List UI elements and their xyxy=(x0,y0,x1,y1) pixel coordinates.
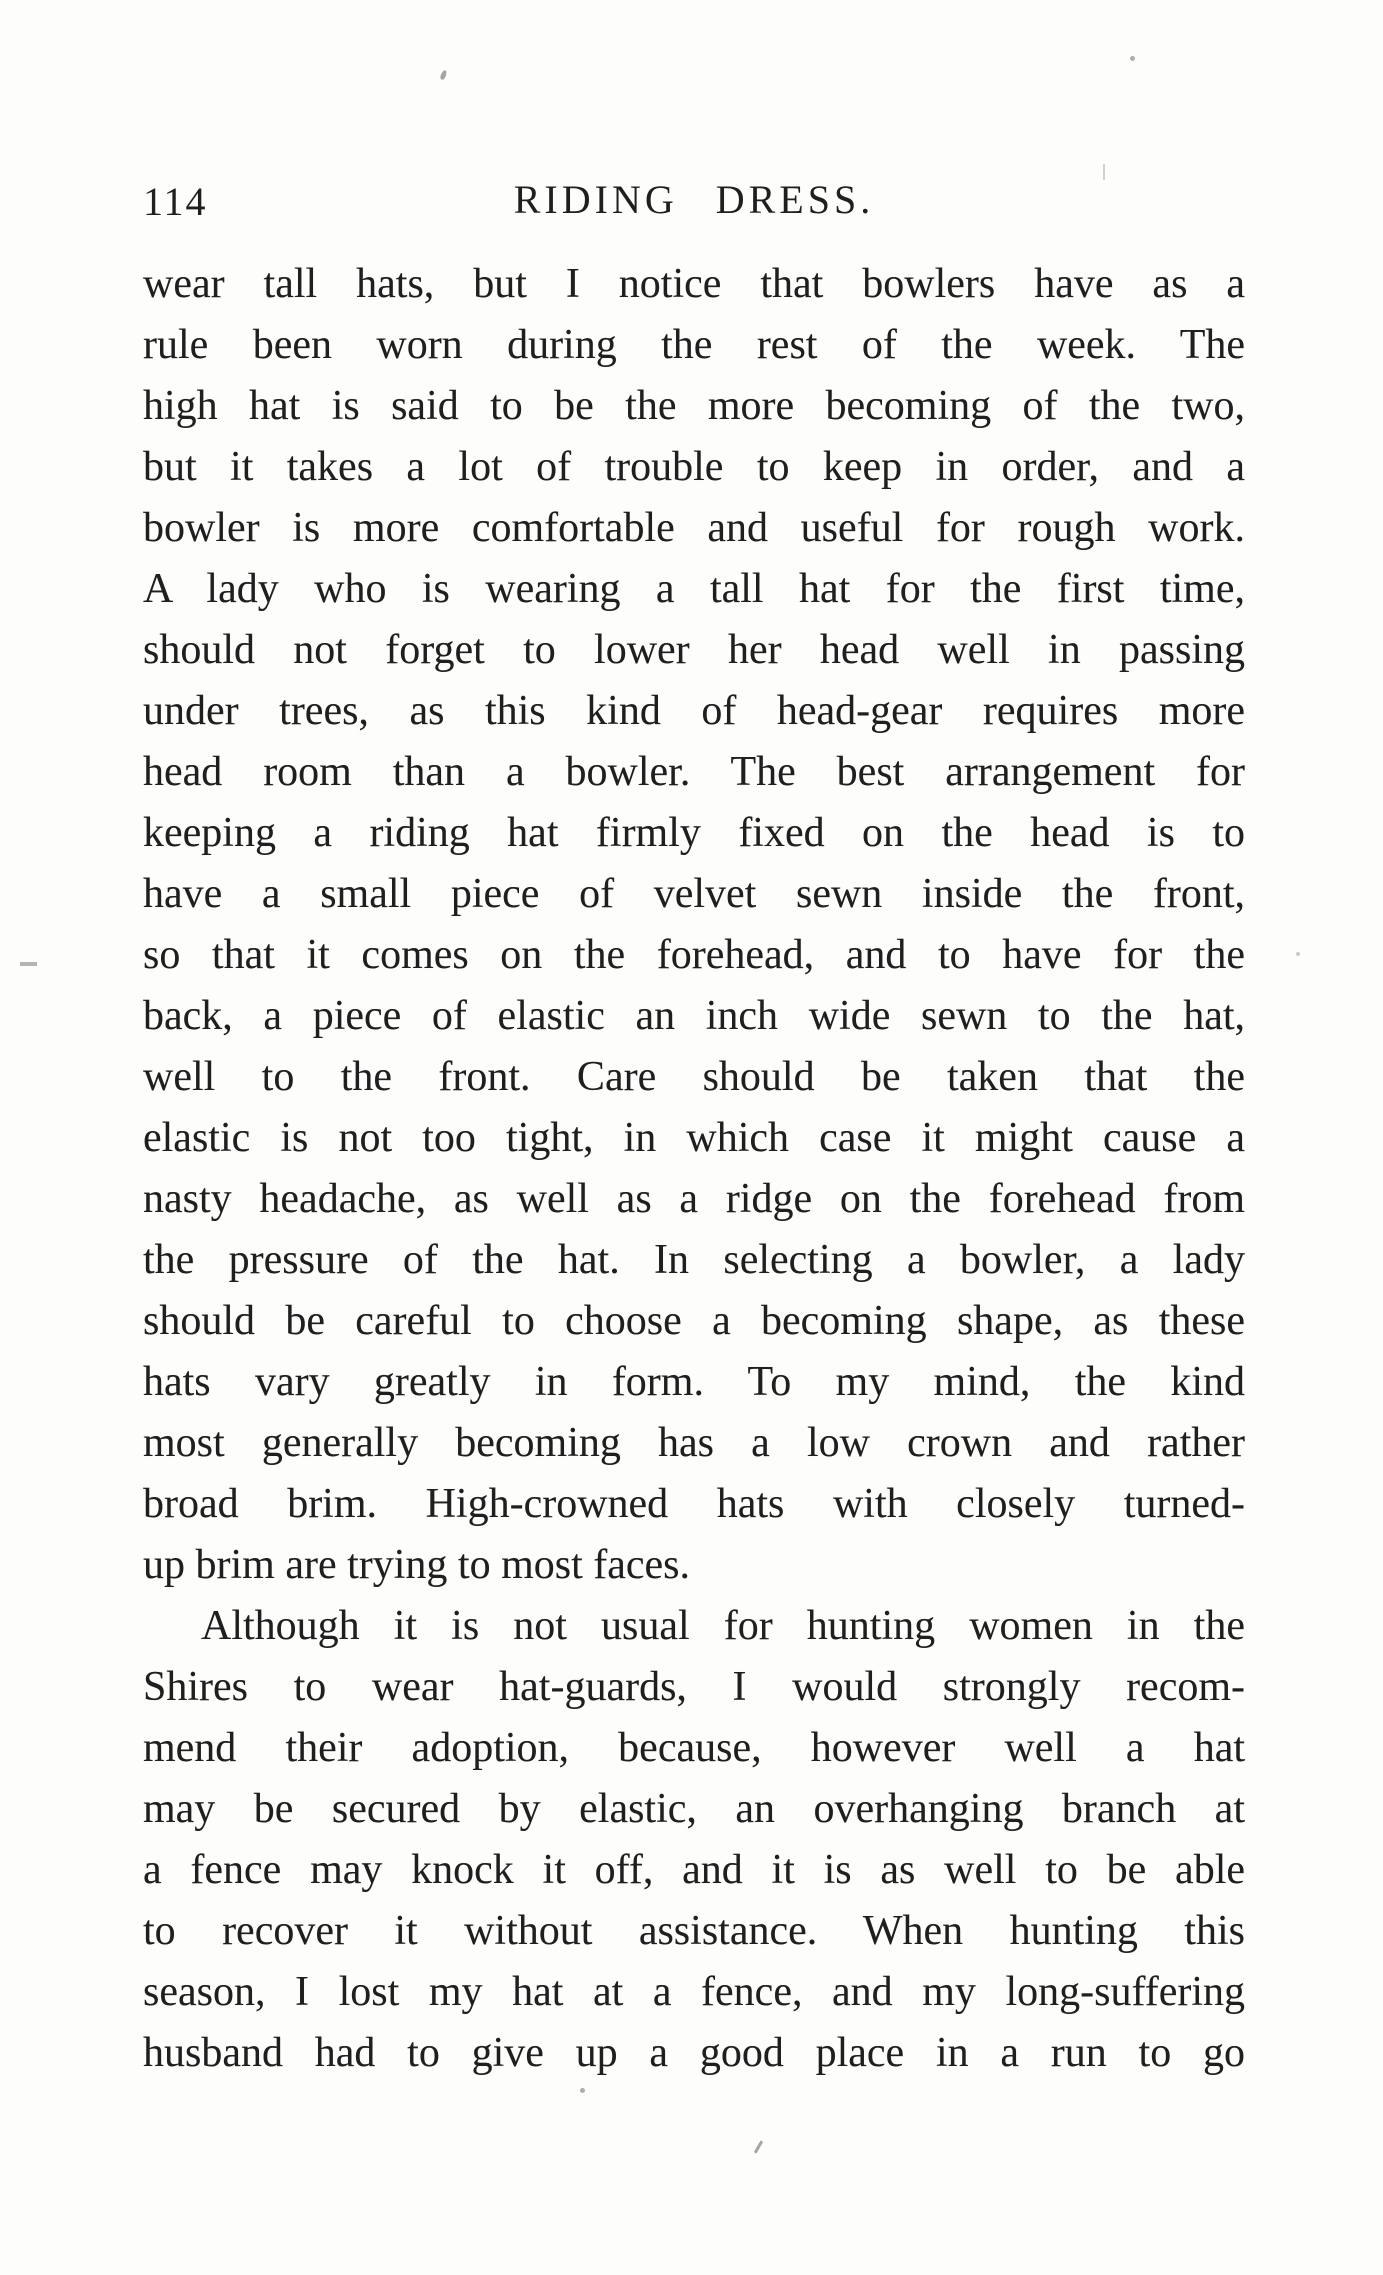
text-line: under trees, as this kind of head-gear requires more xyxy=(143,688,1245,734)
text-line: season, I lost my hat at a fence, and my long-suffering xyxy=(143,1969,1245,2015)
text-line: back, a piece of elastic an inch wide sewn to the hat, xyxy=(143,993,1245,1039)
text-line: most generally becoming has a low crown and rather xyxy=(143,1420,1245,1466)
text-line: well to the front. Care should be taken that the xyxy=(143,1054,1245,1100)
scan-artifact-tick-bottom xyxy=(754,2140,764,2154)
text-line: nasty headache, as well as a ridge on the forehead from xyxy=(143,1176,1245,1222)
page-header xyxy=(143,176,1245,232)
text-line: high hat is said to be the more becoming of the two, xyxy=(143,383,1245,429)
page-body xyxy=(143,254,1245,2084)
scan-artifact-tick-top xyxy=(439,69,447,80)
text-line: A lady who is wearing a tall hat for the first time, xyxy=(143,566,1245,612)
text-line: to recover it without assistance. When hunting this xyxy=(143,1908,1245,1954)
text-line: the pressure of the hat. In selecting a bowler, a lady xyxy=(143,1237,1245,1283)
scan-artifact-dot-top-right xyxy=(1130,56,1135,61)
scan-artifact-line-top-right xyxy=(1103,164,1105,180)
text-line: keeping a riding hat firmly fixed on the head is to xyxy=(143,810,1245,856)
scan-artifact-dash-left xyxy=(20,962,37,966)
running-head: RIDING DRESS. xyxy=(513,177,875,222)
paragraph xyxy=(143,254,1245,1596)
text-line: may be secured by elastic, an overhanging branch at xyxy=(143,1786,1245,1832)
text-line: Although it is not usual for hunting women in the xyxy=(201,1603,1245,1649)
text-line: but it takes a lot of trouble to keep in order, and a xyxy=(143,444,1245,490)
text-line: should be careful to choose a becoming shape, as these xyxy=(143,1298,1245,1344)
text-line: have a small piece of velvet sewn inside the front, xyxy=(143,871,1245,917)
text-line: up brim are trying to most faces. xyxy=(143,1542,691,1588)
text-line: so that it comes on the forehead, and to have for the xyxy=(143,932,1245,978)
scan-artifact-dot-right xyxy=(1296,952,1300,956)
text-line: hats vary greatly in form. To my mind, the kind xyxy=(143,1359,1245,1405)
paragraph xyxy=(143,1596,1245,2084)
text-line: elastic is not too tight, in which case it might cause a xyxy=(143,1115,1245,1161)
text-line: bowler is more comfortable and useful for rough work. xyxy=(143,505,1245,551)
page-number: 114 xyxy=(143,179,208,224)
text-line: mend their adoption, because, however well a hat xyxy=(143,1725,1245,1771)
text-line: Shires to wear hat-guards, I would strongly recom- xyxy=(143,1664,1245,1710)
scan-artifact-dot-bottom xyxy=(580,2088,585,2093)
text-line: rule been worn during the rest of the week. The xyxy=(143,322,1245,368)
text-line: husband had to give up a good place in a run to go xyxy=(143,2030,1245,2076)
text-line: wear tall hats, but I notice that bowlers have as a xyxy=(143,261,1245,307)
text-line: a fence may knock it off, and it is as well to be able xyxy=(143,1847,1245,1893)
text-line: head room than a bowler. The best arrangement for xyxy=(143,749,1245,795)
text-line: should not forget to lower her head well in passing xyxy=(143,627,1245,673)
text-line: broad brim. High-crowned hats with closely turned- xyxy=(143,1481,1245,1527)
